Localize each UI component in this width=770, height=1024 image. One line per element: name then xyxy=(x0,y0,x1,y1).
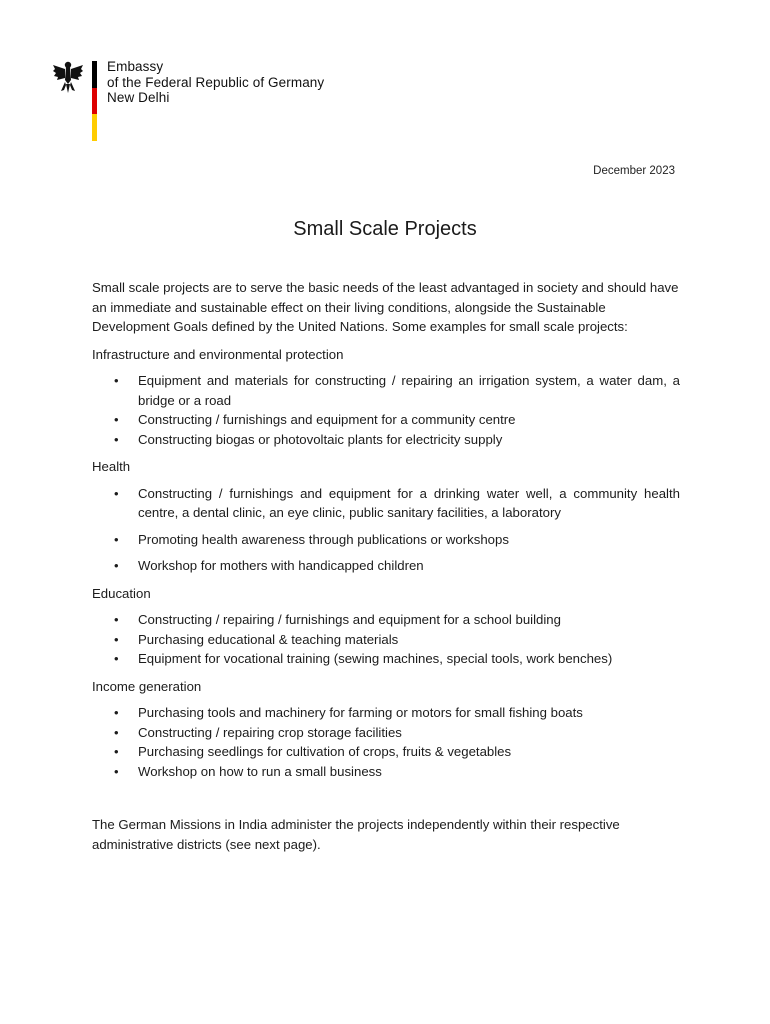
list-item: • Workshop for mothers with handicapped children xyxy=(138,556,680,576)
list-item: • Constructing biogas or photovoltaic plants for electricity supply xyxy=(138,430,680,450)
list-item: • Constructing / furnishings and equipment for a community centre xyxy=(138,410,680,430)
list-item: • Purchasing educational & teaching materials xyxy=(138,630,680,650)
health-list xyxy=(92,484,680,576)
infrastructure-list xyxy=(92,371,680,449)
document-date: December 2023 xyxy=(593,165,675,177)
section-heading-education: Education xyxy=(92,585,151,601)
embassy-line-1: Embassy xyxy=(107,59,164,74)
list-item: • Purchasing tools and machinery for farming or motors for small fishing boats xyxy=(138,703,680,723)
list-item: • Constructing / repairing crop storage facilities xyxy=(138,723,680,743)
document-title: Small Scale Projects xyxy=(293,218,477,240)
list-item: • Workshop on how to run a small business xyxy=(138,762,680,782)
list-item: • Purchasing seedlings for cultivation of crops, fruits & vegetables xyxy=(138,742,680,762)
section-heading-income: Income generation xyxy=(92,678,202,694)
list-item: • Promoting health awareness through publications or workshops xyxy=(138,530,680,550)
german-flag-bar xyxy=(92,61,97,141)
list-item: • Equipment for vocational training (sewing machines, special tools, work benches) xyxy=(138,649,680,669)
embassy-line-3: New Delhi xyxy=(107,90,170,105)
section-heading-infrastructure: Infrastructure and environmental protection xyxy=(92,346,344,362)
embassy-name xyxy=(107,59,324,106)
embassy-line-2: of the Federal Republic of Germany xyxy=(107,74,325,90)
list-item: • Equipment and materials for constructing / repairing an irrigation system, a water dam, a bridge or a road xyxy=(138,371,680,410)
list-item: • Constructing / furnishings and equipment for a drinking water well, a community health centre, a dental clinic, an eye clinic, public sanitary facilities, a laboratory xyxy=(138,484,680,523)
intro-paragraph: Small scale projects are to serve the basic needs of the least advantaged in society and should have an immediate and sustainable effect on their living conditions, alongside the Sustainable Development Goals defined by the United Nations. Some examples for small scale projects: xyxy=(92,280,679,334)
document-body xyxy=(92,278,680,867)
list-item: • Constructing / repairing / furnishings and equipment for a school building xyxy=(138,610,680,630)
letterhead xyxy=(52,58,372,142)
federal-eagle-icon xyxy=(52,60,84,94)
closing-paragraph: The German Missions in India administer the projects independently within their respective administrative districts (see next page). xyxy=(92,817,620,852)
education-list xyxy=(92,610,680,669)
income-list xyxy=(92,703,680,781)
section-heading-health: Health xyxy=(92,459,131,474)
